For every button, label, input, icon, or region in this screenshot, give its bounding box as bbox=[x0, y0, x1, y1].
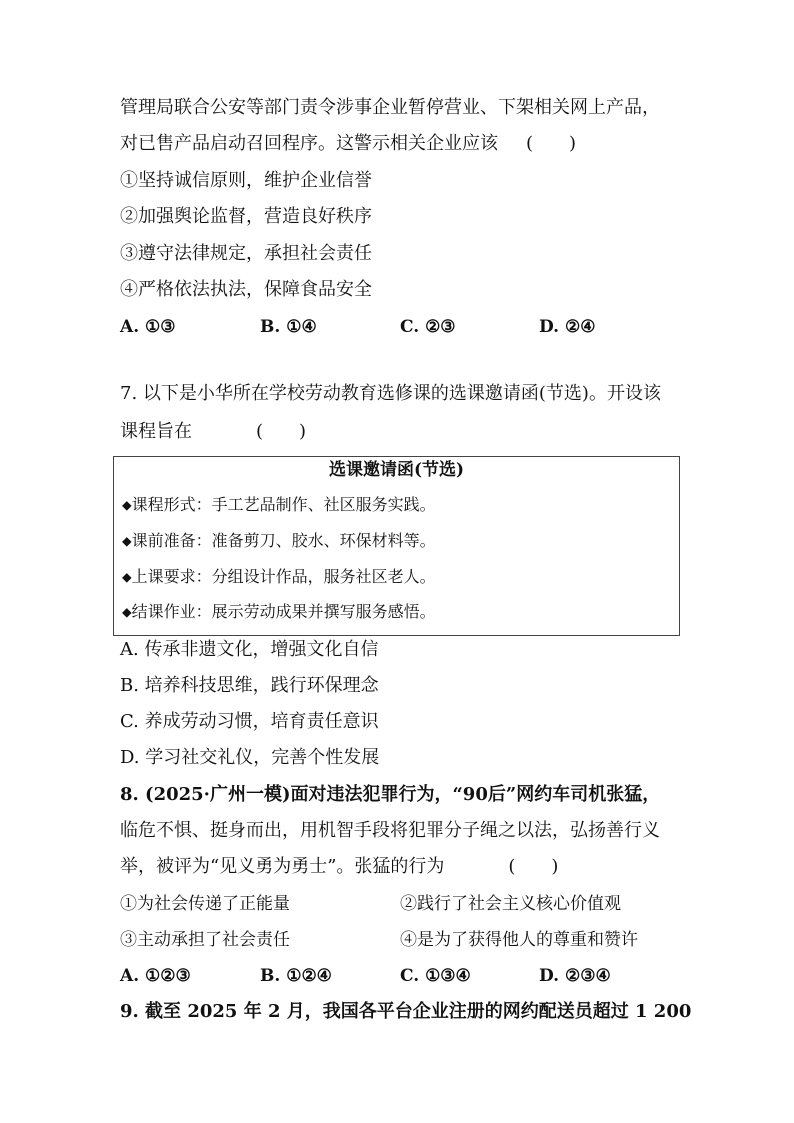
q7-stem-text: 课程旨在 bbox=[120, 421, 192, 442]
q6-item-1: ①坚持诚信原则，维护企业信誉 bbox=[120, 170, 372, 191]
q6-option-a: A. ①③ bbox=[120, 317, 176, 337]
q8-item-2: ②践行了社会主义核心价值观 bbox=[400, 894, 621, 914]
q8-stem-line-3 bbox=[120, 855, 558, 879]
invitation-box bbox=[113, 456, 680, 636]
q6-answer-paren: ( ) bbox=[526, 133, 577, 154]
q8-item-1: ①为社会传递了正能量 bbox=[120, 894, 290, 914]
q8-stem-text: 举，被评为“见义勇为勇士”。张猛的行为 bbox=[120, 856, 445, 877]
q9-stem-line-1: 9. 截至 2025 年 2 月，我国各平台企业注册的网约配送员超过 1 200 bbox=[120, 1001, 692, 1022]
q8-option-d: D. ②③④ bbox=[539, 966, 611, 986]
q6-item-4: ④严格依法执法，保障食品安全 bbox=[120, 279, 372, 300]
q6-option-d: D. ②④ bbox=[539, 317, 596, 337]
invitation-item-1: ◆课程形式：手工艺品制作、社区服务实践。 bbox=[122, 495, 436, 514]
q7-option-d: D. 学习社交礼仪，完善个性发展 bbox=[120, 747, 380, 768]
q8-stem-line-1: 8. (2025·广州一模)面对违法犯罪行为，“90后”网约车司机张猛， bbox=[120, 784, 661, 805]
q8-stem-line-2: 临危不惧、挺身而出，用机智手段将犯罪分子绳之以法，弘扬善行义 bbox=[120, 820, 660, 841]
invitation-title: 选课邀请函(节选) bbox=[328, 460, 465, 480]
q8-option-b: B. ①②④ bbox=[260, 966, 332, 986]
q7-option-a: A. 传承非遗文化，增强文化自信 bbox=[120, 639, 379, 660]
q6-item-2: ②加强舆论监督，营造良好秩序 bbox=[120, 206, 372, 227]
q6-item-3: ③遵守法律规定，承担社会责任 bbox=[120, 243, 372, 264]
invitation-item-4: ◆结课作业：展示劳动成果并撰写服务感悟。 bbox=[122, 602, 436, 621]
q7-answer-paren: ( ) bbox=[256, 421, 307, 442]
q8-option-a: A. ①②③ bbox=[120, 966, 191, 986]
q8-option-c: C. ①③④ bbox=[400, 966, 471, 986]
q6-stem-line-1: 管理局联合公安等部门责令涉事企业暂停营业、下架相关网上产品， bbox=[120, 97, 660, 118]
q8-item-4: ④是为了获得他人的尊重和赞许 bbox=[400, 930, 638, 950]
q6-option-c: C. ②③ bbox=[400, 317, 456, 337]
q8-answer-paren: ( ) bbox=[508, 856, 559, 877]
q6-stem-line-2 bbox=[120, 132, 576, 156]
q8-item-3: ③主动承担了社会责任 bbox=[120, 930, 290, 950]
invitation-item-3: ◆上课要求：分组设计作品，服务社区老人。 bbox=[122, 567, 436, 586]
q7-stem-line-1: 7. 以下是小华所在学校劳动教育选修课的选课邀请函(节选)。开设该 bbox=[120, 383, 661, 404]
invitation-item-2: ◆课前准备：准备剪刀、胶水、环保材料等。 bbox=[122, 531, 436, 550]
q7-option-c: C. 养成劳动习惯，培育责任意识 bbox=[120, 711, 379, 732]
q6-stem-text: 对已售产品启动召回程序。这警示相关企业应该 bbox=[120, 133, 498, 154]
q7-option-b: B. 培养科技思维，践行环保理念 bbox=[120, 675, 379, 696]
q7-stem-line-2 bbox=[120, 420, 306, 444]
q6-option-b: B. ①④ bbox=[260, 317, 317, 337]
